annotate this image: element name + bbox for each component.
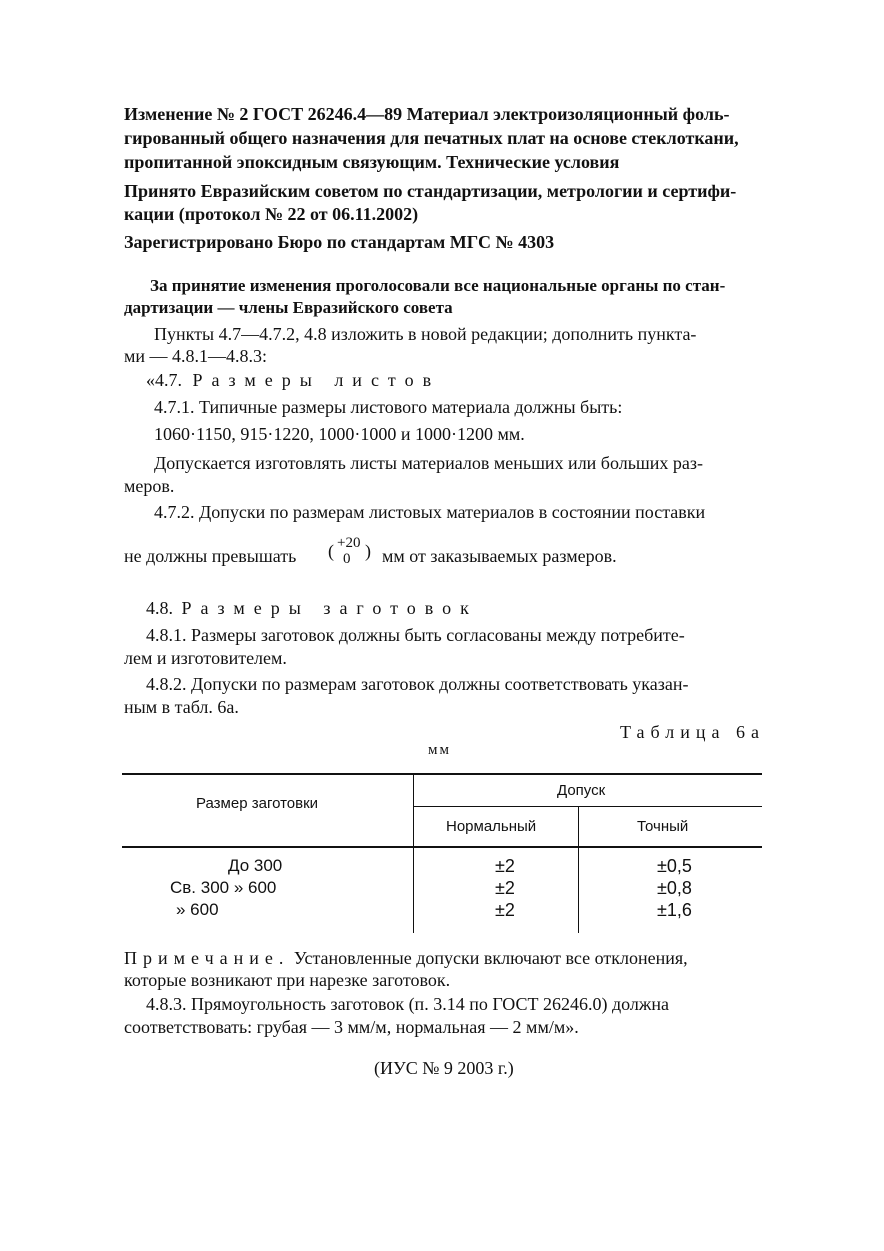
paragraph-4-8-1-line-2: лем и изготовителем. (124, 648, 287, 668)
note-label: Примечание. (124, 948, 290, 968)
header-normal: Нормальный (446, 818, 537, 835)
paragraph-4-7-1: 4.7.1. Типичные размеры листового материала должны быть: (154, 397, 623, 417)
paragraph-4-8-3-line-2: соответствовать: грубая — 3 мм/м, нормальная — 2 мм/м». (124, 1017, 579, 1037)
items-line-1: Пункты 4.7—4.7.2, 4.8 изложить в новой редакции; дополнить пункта- (154, 324, 697, 344)
paragraph-4-8-2-line-1: 4.8.2. Допуски по размерам заготовок должны соответствовать указан- (146, 674, 689, 694)
change-title-line-2: гированный общего назначения для печатных плат на основе стеклоткани, (124, 128, 739, 148)
tolerance-upper: +20 (337, 535, 361, 551)
section-4-7-heading (146, 368, 440, 392)
paragraph-4-7-2-line-1: 4.7.2. Допуски по размерам листовых материалов в состоянии поставки (154, 502, 706, 522)
header-tolerance: Допуск (557, 782, 606, 799)
table-header-border (122, 846, 762, 848)
table-cell-normal: ±2 (495, 900, 515, 920)
paragraph-4-7-2-text-a: не должны превышать (124, 546, 297, 566)
table-top-border (122, 773, 762, 775)
source-reference: (ИУС № 9 2003 г.) (374, 1058, 514, 1078)
table-sub-header-border (414, 806, 762, 807)
voted-line-1: За принятие изменения проголосовали все национальные органы по стан- (150, 276, 726, 295)
table-row: До 300 (228, 856, 283, 875)
paragraph-4-7-2-line-2 (124, 544, 296, 568)
section-4-8-heading (146, 596, 478, 620)
table-row: » 600 (176, 900, 219, 919)
table-cell-exact: ±0,8 (657, 878, 692, 898)
paragraph-4-8-2-line-2: ным в табл. 6а. (124, 697, 239, 717)
section-4-7-title: Размеры листов (192, 370, 441, 390)
header-exact: Точный (637, 818, 689, 835)
note-line-2: которые возникают при нарезке заготовок. (124, 970, 451, 990)
change-title-line-3: пропитанной эпоксидным связующим. Технические условия (124, 152, 620, 172)
allowed-line-1: Допускается изготовлять листы материалов меньших или больших раз- (154, 453, 704, 473)
paragraph-4-7-2-text-b: мм от заказываемых размеров. (382, 546, 617, 566)
section-4-8-title: Размеры заготовок (181, 598, 478, 618)
table-cell-normal: ±2 (495, 878, 515, 898)
tolerance-lower: 0 (343, 551, 351, 567)
table-cell-normal: ±2 (495, 856, 515, 876)
table-unit: мм (428, 742, 451, 758)
items-line-2: ми — 4.8.1—4.8.3: (124, 346, 268, 366)
voted-line-2: дартизации — члены Евразийского совета (124, 298, 453, 317)
change-title-line-1: Изменение № 2 ГОСТ 26246.4—89 Материал электроизоляционный фоль- (124, 104, 730, 124)
accepted-line-2: кации (протокол № 22 от 06.11.2002) (124, 204, 419, 224)
registered-line: Зарегистрировано Бюро по стандартам МГС № 4303 (124, 232, 555, 252)
table-divider-2 (578, 806, 579, 933)
table-caption: Таблица 6а (620, 722, 765, 742)
note-line-1 (124, 946, 688, 970)
document-page: Изменение № 2 ГОСТ 26246.4—89 Материал электроизоляционный фоль- гированный общего назначения для печатных плат на основе стеклоткани, пропитанной эпоксидным связующим. Технические условия Принято Евразийским советом по стандартизации, метрологии и сертифи- кации (протокол № 22 от 06.11.2002) Зарегистрировано Бюро по стандартам МГС № 4303 За принятие изменения проголосовали все национальные органы по стан- дартизации — члены Евразийского совета Пункты 4.7—4.7.2, 4.8 изложить в новой редакции; дополнить пункта- ми — 4.8.1—4.8.3: «4.7. Размеры листов 4.7.1. Типичные размеры листового материала должны быть: 1060·1150, 915·1220, 1000·1000 и 1000·1200 мм. Допускается изготовлять листы материалов меньших или больших раз- меров. 4.7.2. Допуски по размерам листовых материалов в состоянии поставки не должны превышать ( +20 0 ) мм от заказываемых размеров. 4.8. Размеры заготовок 4.8.1. Размеры заготовок должны быть согласованы между потребите- лем и изготовителем. 4.8.2. Допуски по размерам заготовок должны соответствовать указан- ным в табл. 6а. Таблица 6а мм Размер заготовки Допуск Нормальный Точный До 300 ±2 ±0,5 Св. 300 » 600 ±2 ±0,8 » 600 ±2 ±1,6 Примечание. Установленные допуски включают все отклонения, которые возникают при нарезке заготовок. 4.8.3. Прямоугольность заготовок (п. 3.14 по ГОСТ 26246.0) должна соответствовать: грубая — 3 мм/м, нормальная — 2 мм/м». (ИУС № 9 2003 г.) (0, 0, 884, 1251)
table-row: Св. 300 » 600 (170, 878, 277, 897)
paragraph-4-8-3-line-1: 4.8.3. Прямоугольность заготовок (п. 3.14 по ГОСТ 26246.0) должна (146, 994, 669, 1014)
note-text: Установленные допуски включают все отклонения, (289, 948, 688, 968)
table-divider-1 (413, 773, 414, 933)
section-4-7-number: «4.7. (146, 370, 182, 390)
table-cell-exact: ±1,6 (657, 900, 692, 920)
accepted-line-1: Принято Евразийским советом по стандартизации, метрологии и сертифи- (124, 181, 737, 201)
allowed-line-2: меров. (124, 476, 175, 496)
table-cell-exact: ±0,5 (657, 856, 692, 876)
sheet-sizes: 1060·1150, 915·1220, 1000·1000 и 1000·1200 мм. (154, 424, 525, 444)
paragraph-4-8-1-line-1: 4.8.1. Размеры заготовок должны быть согласованы между потребите- (146, 625, 685, 645)
header-size: Размер заготовки (196, 795, 319, 812)
section-4-8-number: 4.8. (146, 598, 173, 618)
